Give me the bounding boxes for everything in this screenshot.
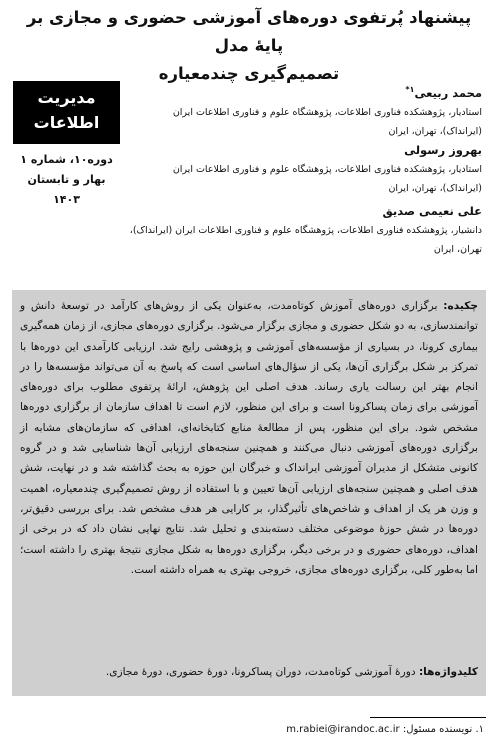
title-line-2: تصمیم‌گیری چندمعیاره <box>158 64 340 83</box>
abstract-text: برگزاری دوره‌های آموزش کوتاه‌مدت، به‌عنوان یکی از روش‌های کارآمد در توسعۀ دانش و توانمندسازی، به دو شکل حضوری و مجازی برگزار می‌شود. برگزاری دوره‌های مجازی، از زمان همه‌گیری بیماری کرونا، در بسیاری از مؤسسه‌های آموزشی و پژوهشی رایج شد. ارزیابی کارآمدی این دوره‌ها با تمرکز بر شکل برگزاری آن‌ها، یکی از سؤال‌های اساسی است که پاسخ به آن می‌تواند مؤسسه‌ها را در انجام بهتر این رسالت یاری رساند. هدف اصلی این پژوهش، ارائۀ پرتفوی مطلوب برای دوره‌های آموزشی برای زمان پساکرونا است و برای این منظور، لازم است تا اهداف سازمان از برگزاری دوره‌ها مشخص شود. برای این منظور، پس از مطالعۀ منابع کتابخانه‌ای، اهدافی که سازمان‌های مشابه از برگزاری دوره‌های آموزشی دنبال می‌کنند و همچنین سنجه‌های ارزیابی آن‌ها شناسایی شد و در گروه کانونی متشکل از مدیران آموزشی ایرانداک و خبرگان این حوزه به بحث گذاشته شد و در نهایت، شش هدف اصلی و همچنین سنجه‌های ارزیابی آن‌ها تعیین و با استفاده از روش تصمیم‌گیری چندمعیاره، اهمیت و وزن هر یک از اهداف و شاخص‌های تأثیرگذار، بر کارایی هر هدف مشخص شد. برای بررسی دقیق‌تر، دوره‌ها در شش حوزۀ موضوعی مختلف دسته‌بندی و تحلیل شد. نتایج نهایی نشان داد که در برخی از اهداف، دوره‌های حضوری و در برخی دیگر، برگزاری دوره‌ها به شکل مجازی نتیجۀ بهتری را داشته است؛ اما به‌طور کلی، برگزاری دوره‌های مجازی، خروجی بهتری به همراه داشته است. <box>20 300 478 576</box>
author-block <box>127 141 482 198</box>
author-name: علی نعیمی صدیق <box>382 203 482 218</box>
author-block <box>127 202 482 259</box>
keywords-text: دورۀ آموزشی کوتاه‌مدت، دوران پساکرونا، دورۀ حضوری، دورۀ مجازی. <box>105 665 416 678</box>
author-list <box>127 80 482 259</box>
journal-logo <box>13 81 120 144</box>
footnote-text: ۱. نویسنده مسئول: <box>402 724 484 735</box>
author-name-text: محمد ربیعی <box>414 85 482 100</box>
author-affiliation: دانشیار، پژوهشکده فناوری اطلاعات، پژوهشگاه علوم و فناوری اطلاعات ایران (ایرانداک)، تهران، ایران <box>129 224 482 255</box>
author-affiliation: استادیار، پژوهشکده فناوری اطلاعات، پژوهشگاه علوم و فناوری اطلاعات ایران <box>172 106 482 118</box>
footnote-email[interactable]: m.rabiei@irandoc.ac.ir <box>286 724 400 735</box>
issue-season: بهار و تابستان ۱۴۰۳ <box>27 173 106 206</box>
abstract-box <box>12 290 486 696</box>
footnote <box>14 722 484 738</box>
keywords-label: کلیدواژه‌ها: <box>418 665 478 678</box>
footnote-divider <box>370 717 486 718</box>
author-superscript: ۱* <box>405 85 415 94</box>
author-affiliation-cont: (ایرانداک)، تهران، ایران <box>388 182 482 194</box>
author-block <box>127 80 482 141</box>
author-name <box>127 80 482 103</box>
paper-title <box>18 4 480 88</box>
abstract-label: چکیده: <box>443 300 479 312</box>
journal-name-line-2: اطلاعات <box>33 113 100 132</box>
journal-name-line-1: مدیریت <box>37 88 96 107</box>
author-affiliation: استادیار، پژوهشکده فناوری اطلاعات، پژوهشگاه علوم و فناوری اطلاعات ایران <box>172 163 482 175</box>
keywords <box>20 662 478 682</box>
issue-number: دوره۱۰، شماره ۱ <box>20 153 113 166</box>
title-line-1: پیشنهاد پُرتفوی دوره‌های آموزشی حضوری و مجازی بر پایۀ مدل <box>26 8 472 55</box>
issue-info <box>13 150 120 210</box>
author-name: بهروز رسولی <box>404 142 482 157</box>
abstract-body <box>20 296 478 580</box>
author-affiliation-cont: (ایرانداک)، تهران، ایران <box>388 125 482 137</box>
